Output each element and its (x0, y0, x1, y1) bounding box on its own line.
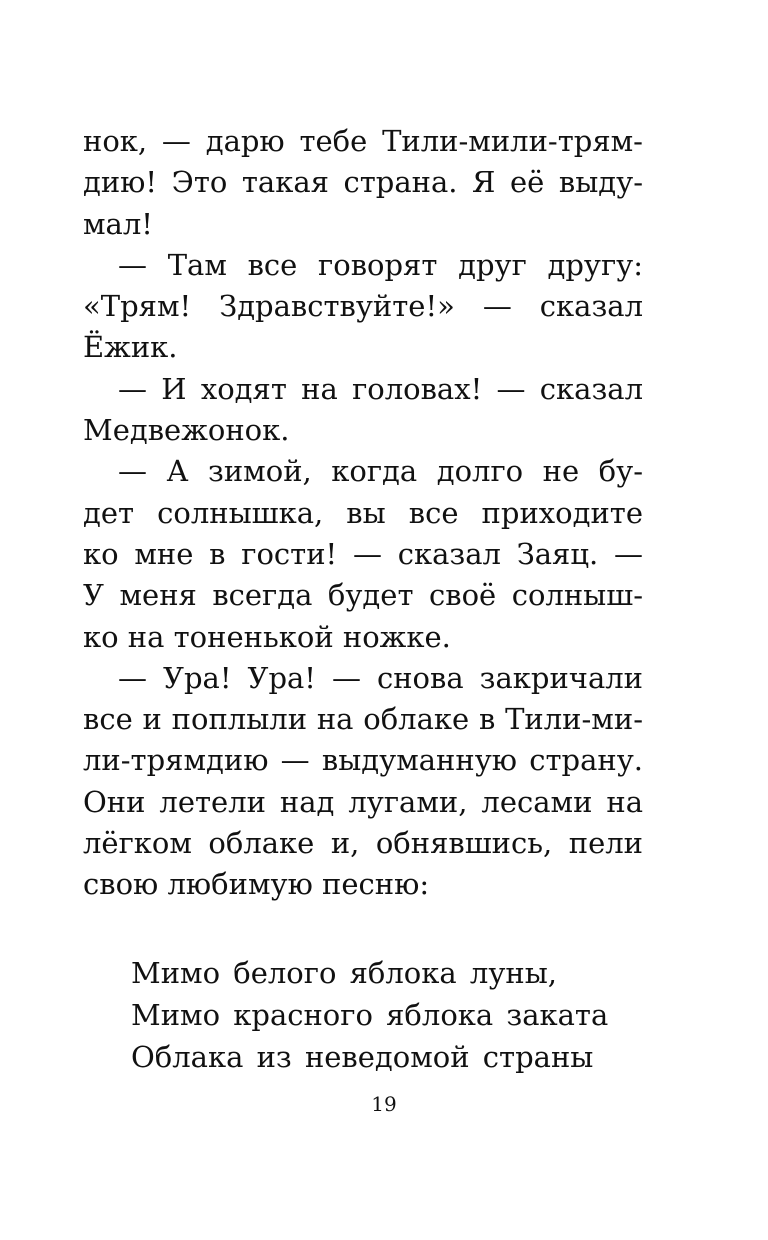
text-line: — И ходят на головах! — сказал (118, 371, 643, 406)
paragraph-2 (83, 245, 643, 369)
page-number: 19 (371, 1092, 397, 1116)
paragraph-5 (83, 658, 643, 906)
text-line: все и поплыли на облаке в Тили-ми- (83, 702, 643, 737)
text-line: лёгком облаке и, обнявшись, пели (83, 826, 643, 861)
text-line: У меня всегда будет своё солныш- (83, 578, 643, 613)
text-line: нок, — дарю тебе Тили-мили-трям- (83, 124, 643, 158)
text-line: мал! (83, 206, 153, 241)
text-line: дет солнышка, вы все приходите (83, 495, 643, 530)
text-line: — А зимой, когда долго не бу- (118, 454, 643, 489)
text-line: — Там все говорят друг другу: (118, 247, 643, 282)
text-line: свою любимую песню: (83, 867, 430, 902)
poem-line: Мимо красного яблока заката (131, 998, 609, 1032)
text-line: Ёжик. (83, 330, 178, 365)
paragraph-3 (83, 369, 643, 452)
text-line: ли-трямдию — выдуманную страну. (83, 743, 643, 778)
text-line: Медвежонок. (83, 413, 290, 448)
poem-line: Облака из неведомой страны (131, 1040, 594, 1074)
text-line: Они летели над лугами, лесами на (83, 784, 643, 819)
text-line: ко на тоненькой ножке. (83, 619, 451, 654)
text-line: — Ура! Ура! — снова закричали (118, 660, 643, 695)
poem-stanza (131, 952, 608, 1078)
prose-block (83, 121, 643, 906)
paragraph-4 (83, 451, 643, 657)
text-line: дию! Это такая страна. Я её выду- (83, 165, 643, 200)
text-line: «Трям! Здравствуйте!» — сказал (83, 289, 643, 324)
poem-line: Мимо белого яблока луны, (131, 956, 558, 990)
paragraph-1 (83, 121, 643, 245)
text-line: ко мне в гости! — сказал Заяц. — (83, 536, 643, 571)
